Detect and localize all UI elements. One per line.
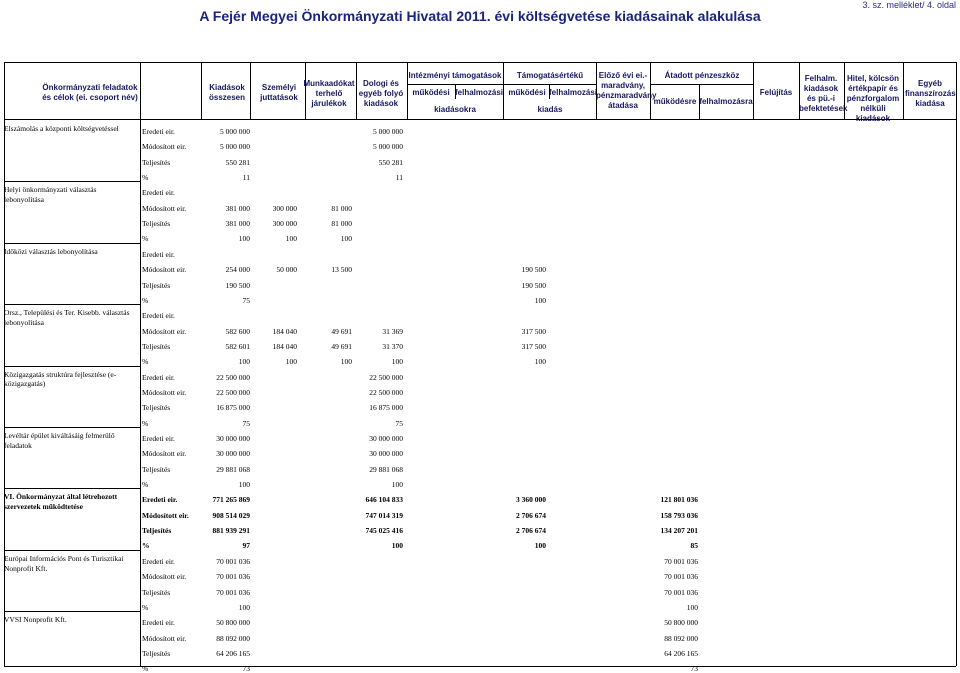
- cell-total: 75: [242, 418, 250, 428]
- cell-supp-op: 100: [534, 541, 546, 551]
- row-label: Teljesítés: [142, 157, 171, 167]
- cell-total: 100: [238, 480, 250, 490]
- header-column-divider: [305, 62, 306, 119]
- header-supp-operating: működési: [508, 88, 546, 97]
- row-label: Módosított eir.: [142, 142, 187, 152]
- cell-employer: 81 000: [331, 203, 352, 213]
- cell-material: 22 500 000: [369, 387, 403, 397]
- section-divider: [4, 550, 140, 551]
- cell-material: 31 369: [382, 326, 403, 336]
- row-label: Eredeti eir.: [142, 495, 178, 505]
- section-column-divider: [140, 119, 141, 666]
- cell-total: 70 001 036: [216, 587, 250, 597]
- header-material: Dologi és egyéb folyó kiadások: [358, 79, 404, 108]
- cell-material: 100: [391, 541, 403, 551]
- section-divider: [4, 243, 140, 244]
- section-label: Közigazgatás struktúra fejlesztése (e-közigazgatás): [4, 369, 117, 389]
- cell-personal: 100: [285, 357, 297, 367]
- header-bottom-border: [4, 119, 956, 120]
- cell-tr-op: 85: [690, 541, 698, 551]
- header-employer: Munkaadókat terhelő járulékok: [303, 79, 355, 108]
- header-column-divider: [201, 62, 202, 119]
- row-label: Teljesítés: [142, 219, 171, 229]
- header-column-divider: [356, 62, 357, 119]
- section-label: VI. Önkormányzat által létrehozott szervezetek működtetése: [4, 492, 118, 512]
- header-prev-year: Előző évi ei.-maradvány, pénzmaradvány átadása: [596, 71, 657, 110]
- cell-supp-cap: 100: [534, 357, 546, 367]
- cell-tr-op: 88 092 000: [664, 633, 698, 643]
- row-label: Eredeti eir.: [142, 311, 175, 321]
- cell-tr-op: 121 801 036: [660, 495, 698, 505]
- section-label: VVSI Nonprofit Kft.: [4, 615, 67, 625]
- row-label: %: [142, 357, 149, 367]
- section-label: Orsz., Települési és Ter. Kisebb. választás lebonyolítása: [4, 308, 130, 327]
- row-label: Eredeti eir.: [142, 188, 175, 198]
- header-inst-capital: felhalmozási: [455, 88, 504, 97]
- row-label: Teljesítés: [142, 526, 172, 536]
- cell-total: 100: [238, 602, 250, 612]
- header-institutional-group: Intézményi támogatások: [408, 71, 502, 80]
- section-divider: [4, 304, 140, 305]
- cell-personal: 300 000: [272, 219, 297, 229]
- header-subdivider: [549, 84, 550, 99]
- cell-total: 70 001 036: [216, 556, 250, 566]
- row-label: Módosított eir.: [142, 265, 187, 275]
- row-label: Módosított eir.: [142, 449, 187, 459]
- header-other: Egyéb finanszírozás kiadása: [905, 79, 956, 108]
- cell-employer: 100: [340, 234, 352, 244]
- row-label: Teljesítés: [142, 341, 171, 351]
- cell-tr-op: 50 800 000: [664, 618, 698, 628]
- row-label: %: [142, 173, 149, 183]
- row-label: %: [142, 541, 150, 551]
- header-investment: Felhalm. kiadások és pü.-i befektetések: [799, 74, 848, 113]
- cell-total: 5 000 000: [220, 142, 250, 152]
- row-label: %: [142, 418, 149, 428]
- cell-supp-cap: 190 500: [521, 265, 546, 275]
- cell-total: 5 000 000: [220, 127, 250, 136]
- cell-supp-op: 2 706 674: [516, 526, 546, 536]
- table-right-border: [956, 62, 957, 666]
- cell-total: 16 875 000: [216, 403, 250, 413]
- cell-total: 30 000 000: [216, 449, 250, 459]
- cell-total: 100: [238, 234, 250, 244]
- row-label: Módosított eir.: [142, 326, 187, 336]
- header-column-divider: [844, 62, 845, 119]
- cell-personal: 100: [285, 234, 297, 244]
- cell-total: 381 000: [225, 219, 250, 229]
- table-top-border: [4, 62, 956, 63]
- header-column-divider: [799, 62, 800, 119]
- cell-employer: 49 691: [331, 341, 352, 351]
- header-column-divider: [650, 62, 651, 119]
- header-inst-operating: működési: [412, 88, 450, 97]
- row-label: Módosított eir.: [142, 572, 187, 582]
- cell-employer: 49 691: [331, 326, 352, 336]
- cell-total: 190 500: [225, 280, 250, 290]
- row-label: Teljesítés: [142, 464, 171, 474]
- cell-total: 70 001 036: [216, 572, 250, 582]
- section-label: Időközi választás lebonyolítása: [4, 246, 98, 256]
- cell-material: 5 000 000: [373, 142, 403, 152]
- row-label: Teljesítés: [142, 587, 171, 597]
- section-label: Helyi önkormányzati választás lebonyolítása: [4, 185, 97, 205]
- cell-employer: 100: [340, 357, 352, 367]
- cell-supp-cap: 317 500: [521, 341, 546, 351]
- cell-total: 88 092 000: [216, 633, 250, 643]
- row-label: %: [142, 664, 149, 673]
- cell-material: 30 000 000: [369, 449, 403, 459]
- header-tr-operating: működésre: [653, 97, 697, 106]
- row-label: Eredeti eir.: [142, 556, 175, 566]
- cell-total: 550 281: [225, 157, 250, 167]
- header-column-divider: [140, 62, 141, 119]
- header-support-group: Támogatásértékű: [516, 71, 584, 80]
- cell-tr-op: 70 001 036: [664, 587, 698, 597]
- cell-tr-op: 70 001 036: [664, 556, 698, 566]
- cell-total: 75: [242, 295, 250, 305]
- cell-material: 30 000 000: [369, 434, 403, 443]
- cell-material: 100: [391, 480, 403, 490]
- row-label: Eredeti eir.: [142, 127, 175, 136]
- cell-total: 73: [242, 664, 250, 673]
- cell-total: 30 000 000: [216, 434, 250, 443]
- cell-total: 254 000: [225, 265, 250, 275]
- header-subdivider: [650, 84, 753, 85]
- cell-tr-op: 134 207 201: [660, 526, 698, 536]
- header-column-divider: [407, 62, 408, 119]
- cell-material: 11: [395, 173, 403, 183]
- cell-employer: 13 500: [331, 265, 352, 275]
- cell-total: 22 500 000: [216, 372, 250, 382]
- cell-total: 97: [242, 541, 250, 551]
- cell-supp-op: 2 706 674: [516, 510, 546, 520]
- header-column-divider: [903, 62, 904, 119]
- header-subdivider: [455, 84, 456, 99]
- cell-total: 11: [242, 173, 250, 183]
- cell-employer: 81 000: [331, 219, 352, 229]
- cell-material: 16 875 000: [369, 403, 403, 413]
- cell-total: 881 939 291: [212, 526, 250, 536]
- section-label: Európai Információs Pont és Turisztikai Nonprofit Kft.: [4, 553, 124, 573]
- cell-total: 50 800 000: [216, 618, 250, 628]
- section-divider: [4, 181, 140, 182]
- section-divider: [4, 427, 140, 428]
- cell-material: 29 881 068: [369, 464, 403, 474]
- header-loan: Hitel, kölcsön értékpapír és pénzforgalom nélküli kiadások: [846, 74, 900, 123]
- cell-material: 100: [391, 357, 403, 367]
- cell-total: 582 601: [225, 341, 250, 351]
- row-label: %: [142, 295, 149, 305]
- table-left-border: [4, 62, 5, 666]
- row-label: Módosított eir.: [142, 633, 187, 643]
- header-total: Kiadások összesen: [208, 83, 246, 102]
- row-label: %: [142, 602, 149, 612]
- row-label: Eredeti eir.: [142, 434, 175, 443]
- cell-total: 582 600: [225, 326, 250, 336]
- cell-personal: 50 000: [276, 265, 297, 275]
- row-label: %: [142, 234, 149, 244]
- section-divider: [4, 366, 140, 367]
- header-tr-capital: felhalmozásra: [699, 97, 753, 106]
- row-label: Teljesítés: [142, 403, 171, 413]
- cell-material: 550 281: [378, 157, 403, 167]
- cell-tr-op: 64 206 165: [664, 648, 698, 658]
- cell-material: 22 500 000: [369, 372, 403, 382]
- cell-material: 747 014 319: [365, 510, 403, 520]
- cell-supp-cap: 317 500: [521, 326, 546, 336]
- header-inst-bottom: kiadásokra: [434, 105, 476, 114]
- row-label: Eredeti eir.: [142, 618, 175, 628]
- cell-supp-op: 3 360 000: [516, 495, 546, 505]
- cell-personal: 184 040: [272, 326, 297, 336]
- row-label: Eredeti eir.: [142, 372, 175, 382]
- cell-supp-cap: 190 500: [521, 280, 546, 290]
- row-label: Módosított eir.: [142, 387, 187, 397]
- cell-material: 646 104 833: [365, 495, 403, 505]
- cell-material: 31 370: [382, 341, 403, 351]
- cell-tr-op: 158 793 036: [660, 510, 698, 520]
- header-supp-capital: felhalmozási: [549, 88, 598, 97]
- cell-total: 381 000: [225, 203, 250, 213]
- section-divider: [4, 611, 140, 612]
- cell-total: 771 265 869: [212, 495, 250, 505]
- cell-material: 75: [395, 418, 403, 428]
- cell-total: 29 881 068: [216, 464, 250, 474]
- cell-personal: 184 040: [272, 341, 297, 351]
- cell-total: 908 514 029: [212, 510, 250, 520]
- row-label: %: [142, 480, 149, 490]
- section-label: Elszámolás a központi költségvetéssel: [4, 124, 119, 133]
- header-personal: Személyi juttatások: [260, 83, 298, 102]
- cell-total: 64 206 165: [216, 648, 250, 658]
- header-column-divider: [753, 62, 754, 119]
- header-column-divider: [596, 62, 597, 119]
- row-label: Eredeti eir.: [142, 249, 175, 259]
- header-transferred-group: Átadott pénzeszköz: [664, 71, 740, 80]
- cell-total: 22 500 000: [216, 387, 250, 397]
- row-label: Módosított eir.: [142, 203, 187, 213]
- header-column-divider: [503, 62, 504, 119]
- row-label: Módosított eir.: [142, 510, 189, 520]
- header-task: Önkormányzati feladatok és célok (ei. csoport név): [42, 83, 138, 102]
- row-label: Teljesítés: [142, 648, 171, 658]
- cell-tr-op: 70 001 036: [664, 572, 698, 582]
- cell-material: 745 025 416: [365, 526, 403, 536]
- cell-total: 100: [238, 357, 250, 367]
- header-column-divider: [250, 62, 251, 119]
- row-label: Teljesítés: [142, 280, 171, 290]
- header-renovation: Felújítás: [759, 88, 793, 97]
- cell-personal: 300 000: [272, 203, 297, 213]
- section-divider: [4, 488, 140, 489]
- cell-tr-op: 100: [686, 602, 698, 612]
- header-subdivider: [699, 84, 700, 119]
- annex-label: 3. sz. melléklet/ 4. oldal: [862, 0, 956, 10]
- cell-supp-cap: 100: [534, 295, 546, 305]
- page-title: A Fejér Megyei Önkormányzati Hivatal 2011. évi költségvetése kiadásainak alakulása: [199, 8, 761, 24]
- header-supp-bottom: kiadás: [537, 105, 563, 114]
- cell-material: 5 000 000: [373, 127, 403, 136]
- section-label: Levéltár épület kiváltásáig felmerülő feladatok: [4, 431, 115, 450]
- cell-tr-op: 73: [690, 664, 698, 673]
